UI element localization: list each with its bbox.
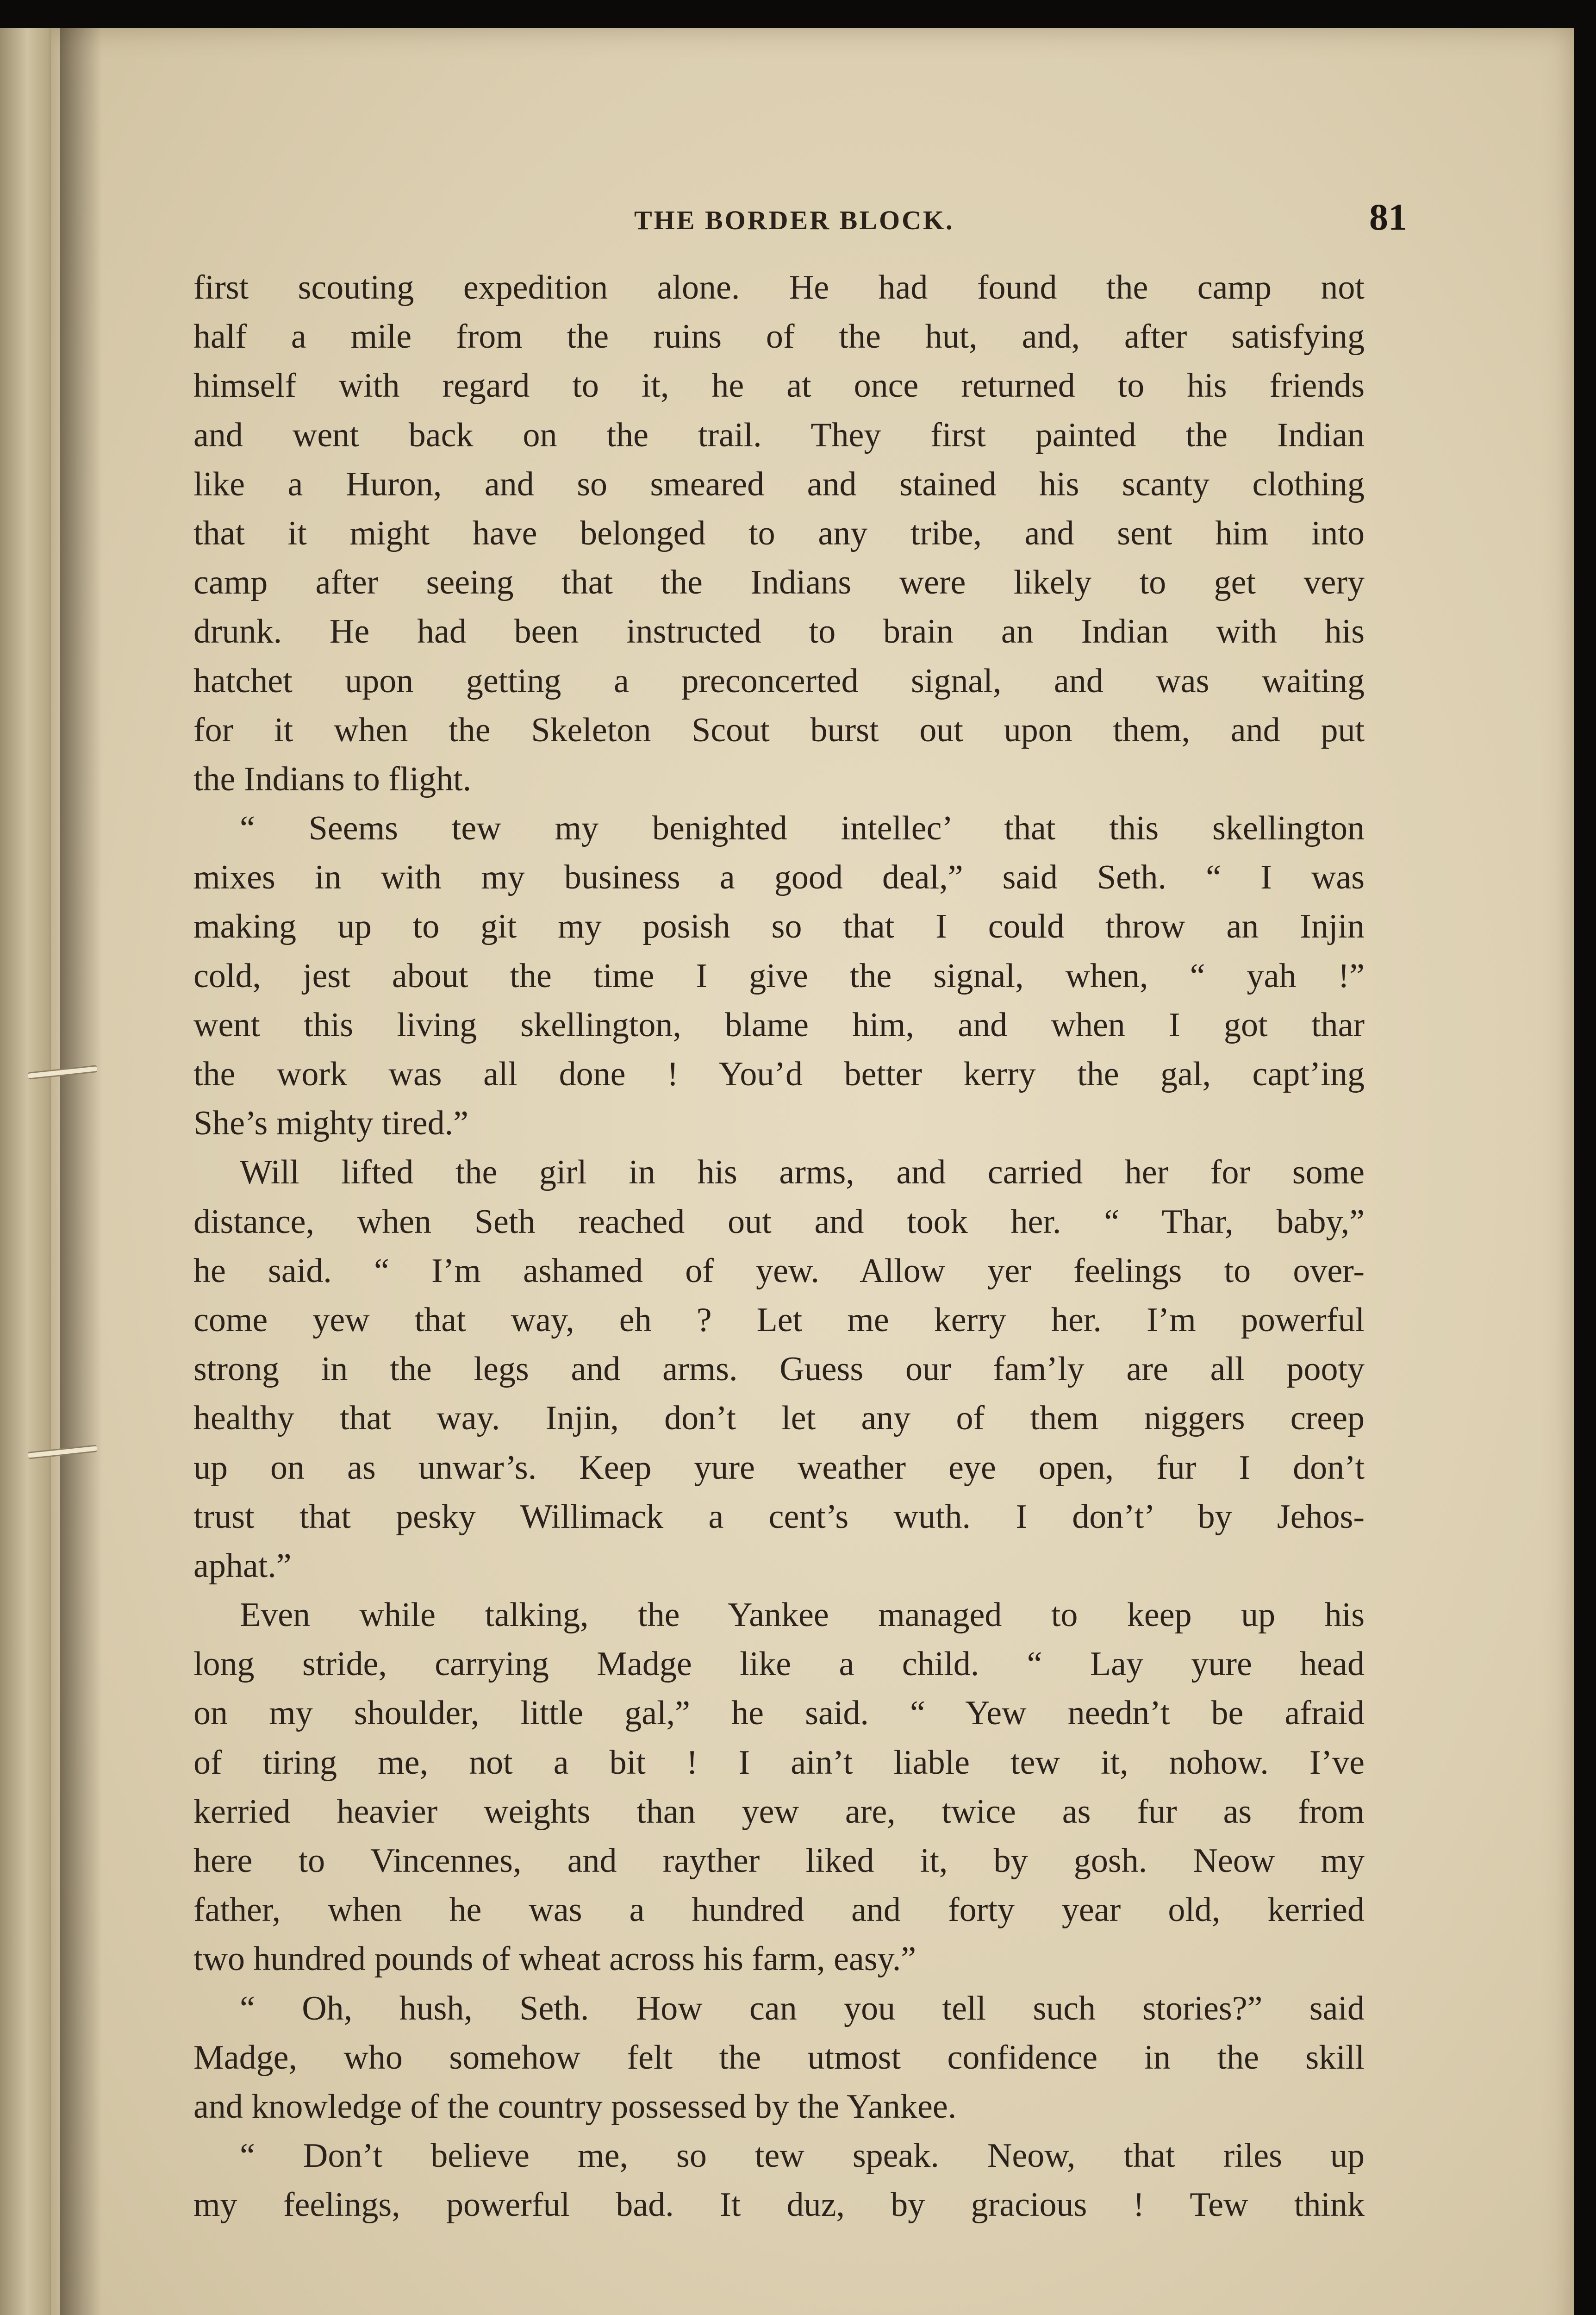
text-line: making up to git my posish so that I could throw an Injin (193, 907, 1365, 946)
text-line: drunk. He had been instructed to brain an Indian with his (193, 613, 1365, 651)
text-line: long stride, carrying Madge like a child. “ Lay yure head (193, 1645, 1365, 1683)
text-line: and knowledge of the country possessed by the Yankee. (193, 2087, 957, 2126)
text-line: that it might have belonged to any tribe, and sent him into (193, 514, 1365, 552)
text-line: himself with regard to it, he at once returned to his friends (193, 367, 1365, 405)
text-line: distance, when Seth reached out and took her. “ Thar, baby,” (193, 1202, 1365, 1241)
text-line: Madge, who somehow felt the utmost confidence in the skill (193, 2038, 1365, 2077)
text-line: Will lifted the girl in his arms, and carried her for some (240, 1153, 1365, 1192)
text-line: “ Oh, hush, Seth. How can you tell such stories?” said (240, 1989, 1365, 2027)
text-line: and went back on the trail. They first painted the Indian (193, 416, 1365, 454)
text-line: hatchet upon getting a preconcerted signal, and was waiting (193, 662, 1365, 700)
body-text (193, 263, 1365, 2230)
running-head: THE BORDER BLOCK. (634, 205, 954, 235)
text-line: the work was all done ! You’d better kerry the gal, capt’ing (193, 1055, 1365, 1093)
text-line: healthy that way. Injin, don’t let any of them niggers creep (193, 1399, 1365, 1438)
text-line: half a mile from the ruins of the hut, and, after satisfying (193, 318, 1365, 356)
text-line: two hundred pounds of wheat across his farm, easy.” (193, 1940, 916, 1978)
text-line: here to Vincennes, and rayther liked it, by gosh. Neow my (193, 1842, 1365, 1880)
text-line: Even while talking, the Yankee managed to keep up his (240, 1596, 1365, 1634)
text-line: mixes in with my business a good deal,” said Seth. “ I was (193, 858, 1365, 897)
text-line: of tiring me, not a bit ! I ain’t liable tew it, nohow. I’ve (193, 1743, 1365, 1782)
text-line: strong in the legs and arms. Guess our fam’ly are all pooty (193, 1350, 1365, 1389)
text-line: camp after seeing that the Indians were likely to get very (193, 563, 1365, 602)
text-line: trust that pesky Willimack a cent’s wuth. I don’t’ by Jehos- (193, 1497, 1365, 1536)
text-line: went this living skellington, blame him, and when I got thar (193, 1006, 1365, 1044)
text-line: my feelings, powerful bad. It duz, by gracious ! Tew think (193, 2186, 1365, 2224)
text-line: She’s mighty tired.” (193, 1104, 468, 1143)
text-line: father, when he was a hundred and forty year old, kerried (193, 1891, 1365, 1929)
binding-thread (28, 1440, 97, 1461)
text-line: on my shoulder, little gal,” he said. “ Yew needn’t be afraid (193, 1694, 1365, 1733)
page-number: 81 (1369, 196, 1407, 238)
text-line: for it when the Skeleton Scout burst out upon them, and put (193, 711, 1365, 749)
text-line: aphat.” (193, 1546, 292, 1585)
text-line: the Indians to flight. (193, 760, 472, 798)
text-line: like a Huron, and so smeared and stained his scanty clothing (193, 465, 1365, 503)
text-line: first scouting expedition alone. He had found the camp not (193, 269, 1365, 307)
text-line: up on as unwar’s. Keep yure weather eye open, fur I don’t (193, 1448, 1365, 1487)
text-line: “ Don’t believe me, so tew speak. Neow, that riles up (240, 2137, 1365, 2175)
text-line: he said. “ I’m ashamed of yew. Allow yer feelings to over- (193, 1251, 1365, 1290)
text-line: cold, jest about the time I give the signal, when, “ yah !” (193, 957, 1365, 995)
text-line: come yew that way, eh ? Let me kerry her. I’m powerful (193, 1301, 1365, 1339)
text-line: kerried heavier weights than yew are, twice as fur as from (193, 1792, 1365, 1831)
text-line: “ Seems tew my benighted intellec’ that this skellington (240, 809, 1365, 848)
binding-thread (28, 1060, 97, 1082)
